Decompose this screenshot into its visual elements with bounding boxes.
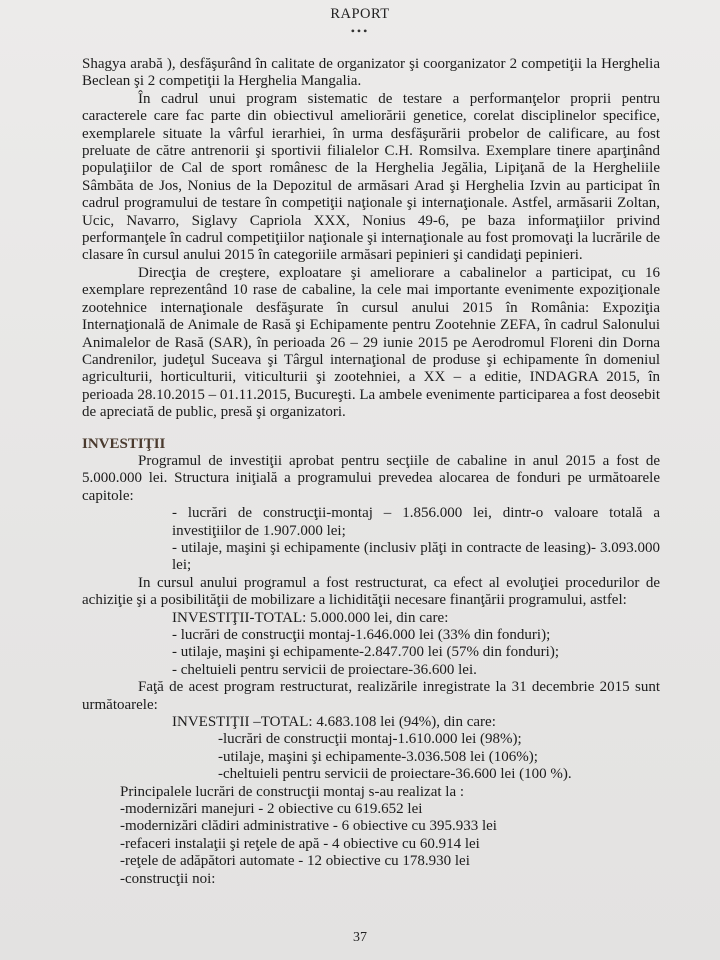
realized-item: -utilaje, maşini şi echipamente-3.036.508 lei (106%); xyxy=(218,748,538,765)
restructured-item: - cheltuieli pentru servicii de proiectare-36.600 lei. xyxy=(172,661,477,678)
realized-item: -lucrări de construcţii montaj-1.610.000 lei (98%); xyxy=(218,731,522,748)
header-ornament: ••• xyxy=(350,24,370,38)
page-body xyxy=(82,56,660,888)
paragraph-testing-program: În cadrul unui program sistematic de testare a performanţelor proprii pentru caracterele care fac parte din obiectivul ameliorării genetice, corelat disciplinelor specifice, exemplarele situate la vârful ierarhiei, în urma desfăşurării probelor de calificare, au fost preluate de către antrenorii şi sportivii filialelor C.H. Romsilva. Exemplare tinere aparţinând populaţiilor de Cal de sport românesc de la Herghelia Jegălia, Lipiţană de la Hergheliile Sâmbăta de Jos, Nonius de la Depozitul de armăsari Arad şi Herghelia Izvin au participat în cadrul programului de testare în competiţii naţionale şi internaţionale. Astfel, armăsarii Zoltan, Ucic, Navarro, Siglavy Capriola XXX, Nonius 49-6, pe baza informaţiilor privind performanţele în cadrul competiţiilor naţionale şi internaţionale au fost promovaţi la lucrările de clasare în cursul anului 2015 în categoriile armăsari pepinieri şi candidaţi pepinieri. xyxy=(82,90,660,264)
restructured-intro: In cursul anului programul a fost restructurat, ca efect al evoluţiei procedurilor de achiziţie şi a posibilităţii de mobilizare a lichidităţii necesare finanţării programului, astfel: xyxy=(82,574,660,609)
page-number: 37 xyxy=(353,930,367,945)
initial-chapter-construction: - lucrări de construcţii-montaj – 1.856.000 lei, dintr-o valoare totală a investiţiilor de 1.907.000 lei; xyxy=(172,505,660,539)
works-item: -construcţii noi: xyxy=(120,870,216,887)
restructured-total: INVESTIŢII-TOTAL: 5.000.000 lei, din care: xyxy=(172,609,449,626)
section-heading-investitii: INVESTIŢII xyxy=(82,435,166,452)
realized-item: -cheltuieli pentru servicii de proiectare-36.600 lei (100 %). xyxy=(218,766,572,783)
works-item: -refaceri instalaţii şi reţele de apă - 4 obiective cu 60.914 lei xyxy=(120,835,480,852)
works-intro: Principalele lucrări de construcţii montaj s-au realizat la : xyxy=(120,783,465,800)
works-item: -reţele de adăpători automate - 12 obiective cu 178.930 lei xyxy=(120,853,470,870)
investitii-intro: Programul de investiţii aprobat pentru secţiile de cabaline in anul 2015 a fost de 5.000.000 lei. Structura iniţială a programului prevedea alocarea de fonduri pe următoarele capitole: xyxy=(82,452,660,504)
initial-chapter-equipment: - utilaje, maşini şi echipamente (inclusiv plăţi in contracte de leasing)- 3.093.000 lei; xyxy=(172,539,660,574)
works-item: -modernizări clădiri administrative - 6 obiective cu 395.933 lei xyxy=(120,818,497,835)
running-header: RAPORT xyxy=(330,6,390,22)
paragraph-exhibitions: Direcţia de creştere, exploatare şi ameliorare a cabalinelor a participat, cu 16 exemplare reprezentând 10 rase de cabaline, la cele mai importante evenimente expoziţionale zootehnice internaţionale desfăşurate în cursul anului 2015 în România: Expoziţia Internaţională de Animale de Rasă şi Echipamente pentru Zootehnie ZEFA, în cadrul Salonului Animalelor de Rasă (SAR), în perioada 26 – 29 iunie 2015 pe Aerodromul Floreni din Dorna Candrenilor, judeţul Suceava şi Târgul internaţional de produse şi echipamente în domeniul agriculturii, horticulturii, viticulturii şi zootehniei, a XX – a editie, INDAGRA 2015, în perioada 28.10.2015 – 01.11.2015, Bucureşti. La ambele evenimente participarea a fost deosebit de apreciată de public, presă şi organizatori. xyxy=(82,264,661,421)
paragraph-continuation: Shagya arabă ), desfăşurând în calitate de organizator şi coorganizator 2 competiţii la Herghelia Beclean şi 2 competiţii la Herghelia Mangalia. xyxy=(82,56,660,90)
restructured-item: - utilaje, maşini şi echipamente-2.847.700 lei (57% din fonduri); xyxy=(172,644,559,661)
realized-intro: Faţă de acest program restructurat, realizările inregistrate la 31 decembrie 2015 sunt următoarele: xyxy=(82,679,660,713)
realized-total: INVESTIŢII –TOTAL: 4.683.108 lei (94%), din care: xyxy=(172,714,496,731)
works-item: -modernizări manejuri - 2 obiective cu 619.652 lei xyxy=(120,801,423,818)
restructured-item: - lucrări de construcţii montaj-1.646.000 lei (33% din fonduri); xyxy=(172,627,551,643)
